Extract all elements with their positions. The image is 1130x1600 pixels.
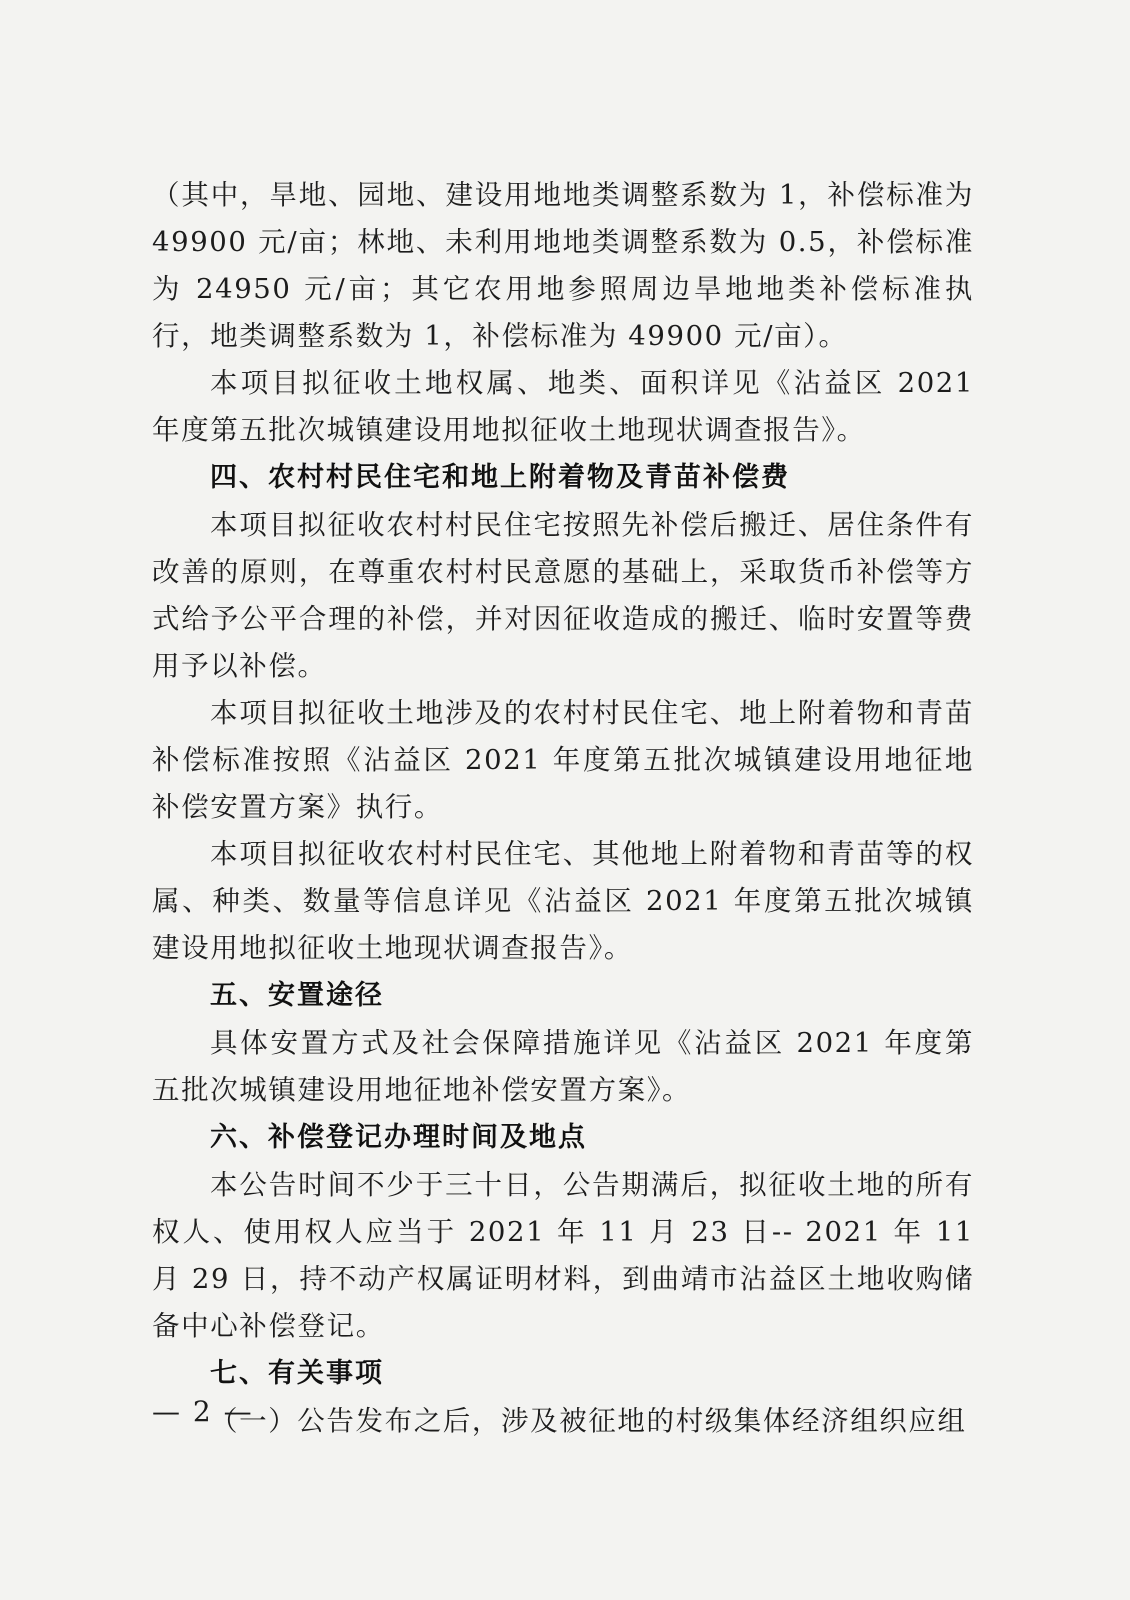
paragraph-land-survey-reference: 本项目拟征收土地权属、地类、面积详见《沾益区 2021 年度第五批次城镇建设用地拟征收土地现状调查报告》。 xyxy=(152,367,974,446)
page-number: — 2 — xyxy=(152,1395,254,1428)
section-heading-resettlement: 五、安置途径 xyxy=(210,980,384,1011)
paragraph-registration-details: 本公告时间不少于三十日，公告期满后，拟征收土地的所有权人、使用权人应当于 2021 年 11 月 23 日-- 2021 年 11 月 29 日，持不动产权属证明材料，到曲靖市沾益区土地收购储备中心补偿登记。 xyxy=(152,1169,974,1342)
document-body xyxy=(152,172,974,1445)
paragraph-resettlement-details: 具体安置方式及社会保障措施详见《沾益区 2021 年度第五批次城镇建设用地征地补偿安置方案》。 xyxy=(152,1027,974,1106)
paragraph-housing-principle: 本项目拟征收农村村民住宅按照先补偿后搬迁、居住条件有改善的原则，在尊重农村村民意愿的基础上，采取货币补偿等方式给予公平合理的补偿，并对因征收造成的搬迁、临时安置等费用予以补偿。 xyxy=(152,509,974,682)
section-heading-housing-compensation: 四、农村村民住宅和地上附着物及青苗补偿费 xyxy=(210,462,790,493)
paragraph-related-matters-1: （一）公告发布之后，涉及被征地的村级集体经济组织应组 xyxy=(210,1405,967,1437)
section-heading-related-matters: 七、有关事项 xyxy=(210,1358,384,1389)
paragraph-ownership-details: 本项目拟征收农村村民住宅、其他地上附着物和青苗等的权属、种类、数量等信息详见《沾益区 2021 年度第五批次城镇建设用地拟征收土地现状调查报告》。 xyxy=(152,838,974,964)
section-heading-registration: 六、补偿登记办理时间及地点 xyxy=(210,1122,587,1153)
paragraph-compensation-standard: 本项目拟征收土地涉及的农村村民住宅、地上附着物和青苗补偿标准按照《沾益区 2021 年度第五批次城镇建设用地征地补偿安置方案》执行。 xyxy=(152,697,974,823)
paragraph-land-coefficients: （其中，旱地、园地、建设用地地类调整系数为 1，补偿标准为 49900 元/亩；林地、未利用地地类调整系数为 0.5，补偿标准为 24950 元/亩；其它农用地参照周边旱地地类补偿标准执行，地类调整系数为 1，补偿标准为 49900 元/亩）。 xyxy=(152,179,974,352)
